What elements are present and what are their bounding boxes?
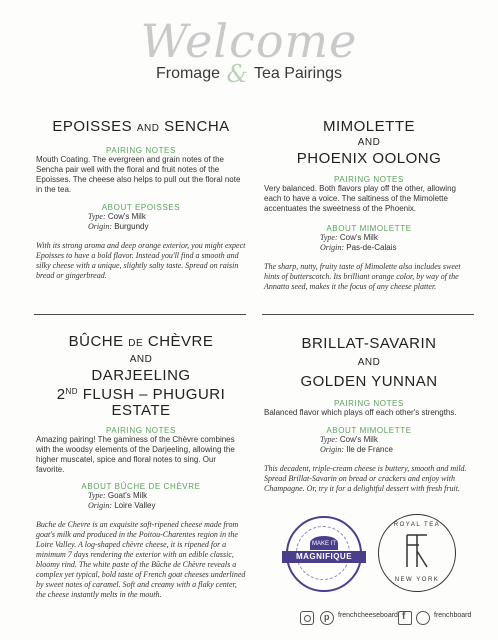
about-label: ABOUT MIMOLETTE	[326, 426, 412, 435]
pairing-title: EPOISSES AND SENCHA	[52, 118, 230, 135]
ampersand: &	[226, 60, 248, 88]
cheese-type: Type: Cow's Milk	[320, 233, 378, 242]
royal-tea-monogram-icon	[401, 533, 433, 569]
divider-right	[262, 314, 474, 315]
subtitle-fromage: Fromage	[155, 65, 220, 82]
pinterest-icon[interactable]: p	[320, 611, 334, 625]
social-handle-2[interactable]: frenchboard	[434, 612, 472, 619]
pairing-title: BÛCHE DE CHÈVRE AND DARJEELING 2ND FLUSH – PHUGURI ESTATE	[56, 333, 226, 419]
magnifique-logo	[286, 516, 362, 592]
magnifique-ribbon: MAGNIFIQUE	[282, 551, 366, 563]
facebook-icon[interactable]: f	[398, 611, 412, 625]
cheese-description: With its strong aroma and deep orange exterior, you might expect Epoisses to have a bold flavor. Instead you'll find a smooth and silky cheese with a unique, slightly salty taste. Spread on raisin bread or gingerbread.	[36, 241, 246, 280]
social-links	[300, 611, 490, 625]
cheese-origin: Origin: Pas-de-Calais	[320, 243, 397, 252]
subtitle	[0, 60, 498, 88]
pairing-notes-text: Mouth Coating. The evergreen and grain notes of the Sencha pair well with the floral and fruit notes of the Epoisses. The cheese also helps to pull out the floral note in the tea.	[36, 155, 241, 194]
royal-tea-text: ROYAL TEA	[393, 522, 441, 528]
pairing-title: BRILLAT-SAVARIN AND GOLDEN YUNNAN	[300, 335, 438, 390]
welcome-heading: Welcome	[140, 14, 358, 68]
pairing-notes-label: PAIRING NOTES	[334, 399, 404, 408]
instagram-icon[interactable]	[300, 611, 314, 625]
pairing-notes-text: Balanced flavor which plays off each other's strengths.	[264, 408, 457, 417]
cheese-type: Type: Goat's Milk	[88, 491, 148, 500]
pairing-brillat-yunnan	[264, 334, 474, 494]
subtitle-tea-pairings: Tea Pairings	[253, 65, 343, 82]
new-york-text: NEW YORK	[394, 577, 440, 583]
about-label: ABOUT BÛCHE DE CHÈVRE	[81, 482, 201, 491]
pairing-notes-text: Amazing pairing! The gaminess of the Chèvre combines with the woodsy elements of the Darjeeling, allowing the higher muscatel, spice and floral notes to sing. Our favorite.	[36, 435, 235, 474]
pairing-notes-text: Very balanced. Both flavors play off the other, allowing each to have a voice. The saltiness of the Mimolette accentuates the sweetness of the Phoenix.	[264, 184, 456, 213]
cheese-origin: Origin: Loire Valley	[88, 501, 156, 510]
make-it-label: MAKE IT	[310, 536, 338, 550]
cheese-description: The sharp, nutty, fruity taste of Mimolette also includes sweet hints of butterscotch. Its brilliant orange color, by way of the Annatto seed, makes it the focus of any cheese platter.	[264, 262, 461, 291]
pairing-buche-darjeeling	[36, 334, 246, 600]
about-label: ABOUT MIMOLETTE	[326, 224, 412, 233]
royal-tea-logo	[378, 514, 456, 592]
pairing-title: MIMOLETTE AND PHOENIX OOLONG	[296, 118, 442, 167]
cheese-type: Type: Cow's Milk	[88, 212, 146, 221]
cheese-description: Buche de Chevre is an exquisite soft-ripened cheese made from goat's milk and produced in the Poitou-Charentes region in the Loire Valley. A log-shaped chèvre cheese, it is ripened for a minimum 7 days rendering the exterior with an edible classic, bloomy rind. The white paste of the Bûche de Chèvre reveals a complex yet typical, bold taste of French goat cheeses underlined by sweet notes of caramel. Soft and creamy with a flaky center, the cheese instantly melts in the mouth.	[36, 520, 246, 599]
pairing-mimolette-phoenix	[264, 119, 474, 292]
pairing-notes-label: PAIRING NOTES	[106, 426, 176, 435]
pairing-notes-label: PAIRING NOTES	[334, 175, 404, 184]
pairing-epoisses-sencha	[36, 119, 246, 281]
cheese-description: This decadent, triple-cream cheese is buttery, smooth and mild. Spread Brillat-Savarin on bread or crackers and enjoy with Champagne. Or, try it for a delightful dessert with fresh fruit.	[264, 464, 467, 493]
cheese-origin: Origin: Burgundy	[88, 222, 149, 231]
pairing-notes-label: PAIRING NOTES	[106, 146, 176, 155]
cheese-origin: Origin: Ile de France	[320, 445, 393, 454]
cheese-type: Type: Cow's Milk	[320, 435, 378, 444]
twitter-icon[interactable]	[416, 611, 430, 625]
divider-left	[34, 314, 246, 315]
social-handle-1[interactable]: frenchcheeseboard	[338, 612, 398, 619]
about-label: ABOUT EPOISSES	[101, 203, 181, 212]
